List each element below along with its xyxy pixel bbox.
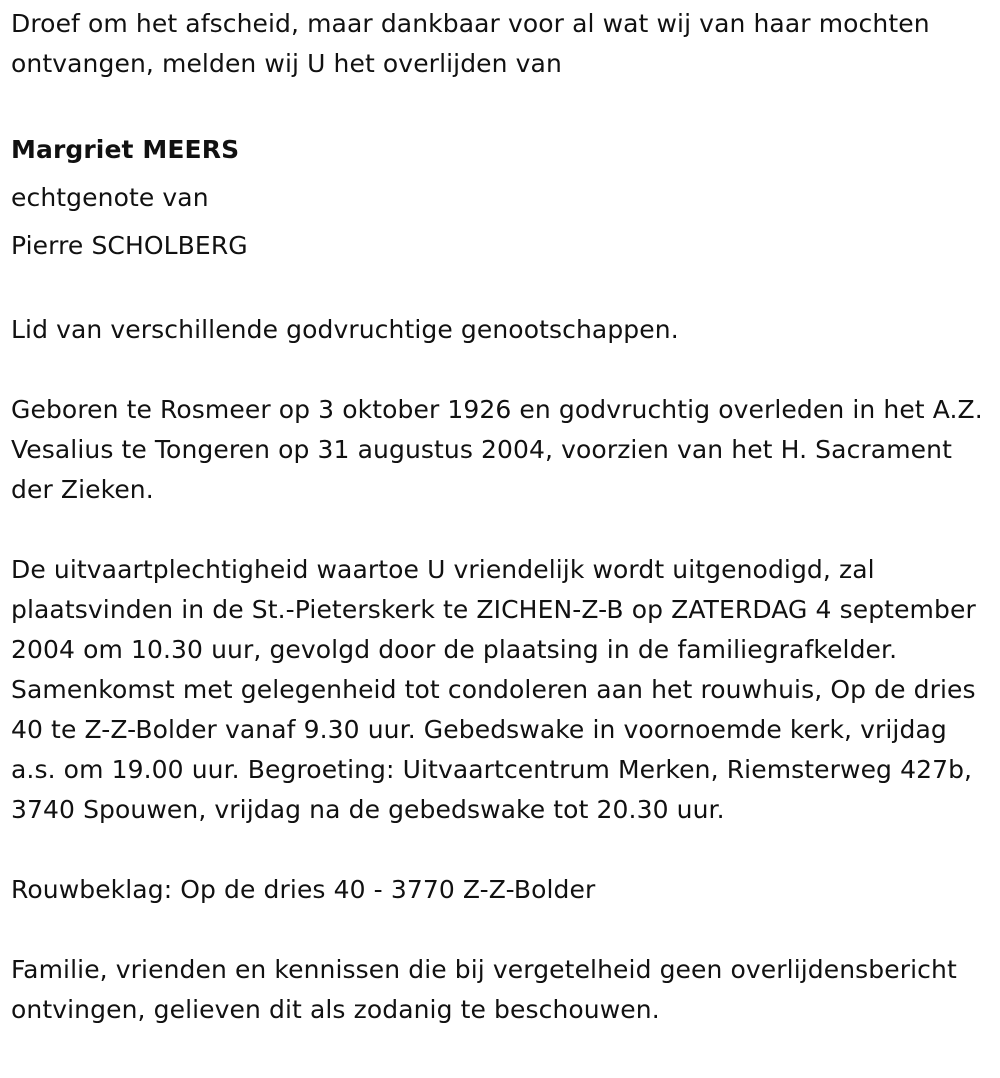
spacer: [11, 84, 996, 126]
closing-paragraph: Familie, vrienden en kennissen die bij vergetelheid geen overlijdensbericht ontvingen, gelieven dit als zodanig te beschouwen.: [11, 955, 957, 1024]
deceased-name: Margriet MEERS: [11, 135, 240, 164]
spouse-name: Pierre SCHOLBERG: [11, 231, 248, 260]
relation-label: echtgenote van: [11, 183, 209, 212]
intro-paragraph: Droef om het afscheid, maar dankbaar voor al wat wij van haar mochten ontvangen, melden wij U het overlijden van: [11, 9, 930, 78]
spacer: [11, 910, 996, 950]
membership-paragraph: Lid van verschillende godvruchtige genootschappen.: [11, 315, 679, 344]
funeral-details-paragraph: De uitvaartplechtigheid waartoe U vriendelijk wordt uitgenodigd, zal plaatsvinden in de St.-Pieterskerk te ZICHEN-Z-B op ZATERDAG 4 september 2004 om 10.30 uur, gevolgd door de plaatsing in de familiegrafkelder. Samenkomst met gelegenheid tot condoleren aan het rouwhuis, Op de dries 40 te Z-Z-Bolder vanaf 9.30 uur. Gebedswake in voornoemde kerk, vrijdag a.s. om 19.00 uur. Begroeting: Uitvaartcentrum Merken, Riemsterweg 427b, 3740 Spouwen, vrijdag na de gebedswake tot 20.30 uur.: [11, 555, 976, 824]
spacer: [11, 270, 996, 310]
spacer: [11, 830, 996, 870]
birth-death-paragraph: Geboren te Rosmeer op 3 oktober 1926 en godvruchtig overleden in het A.Z. Vesalius te Tongeren op 31 augustus 2004, voorzien van het H. Sacrament der Zieken.: [11, 395, 983, 504]
spacer: [11, 350, 996, 390]
obituary-notice: [11, 4, 996, 1030]
spacer: [11, 510, 996, 550]
condolence-address: Rouwbeklag: Op de dries 40 - 3770 Z-Z-Bolder: [11, 875, 596, 904]
